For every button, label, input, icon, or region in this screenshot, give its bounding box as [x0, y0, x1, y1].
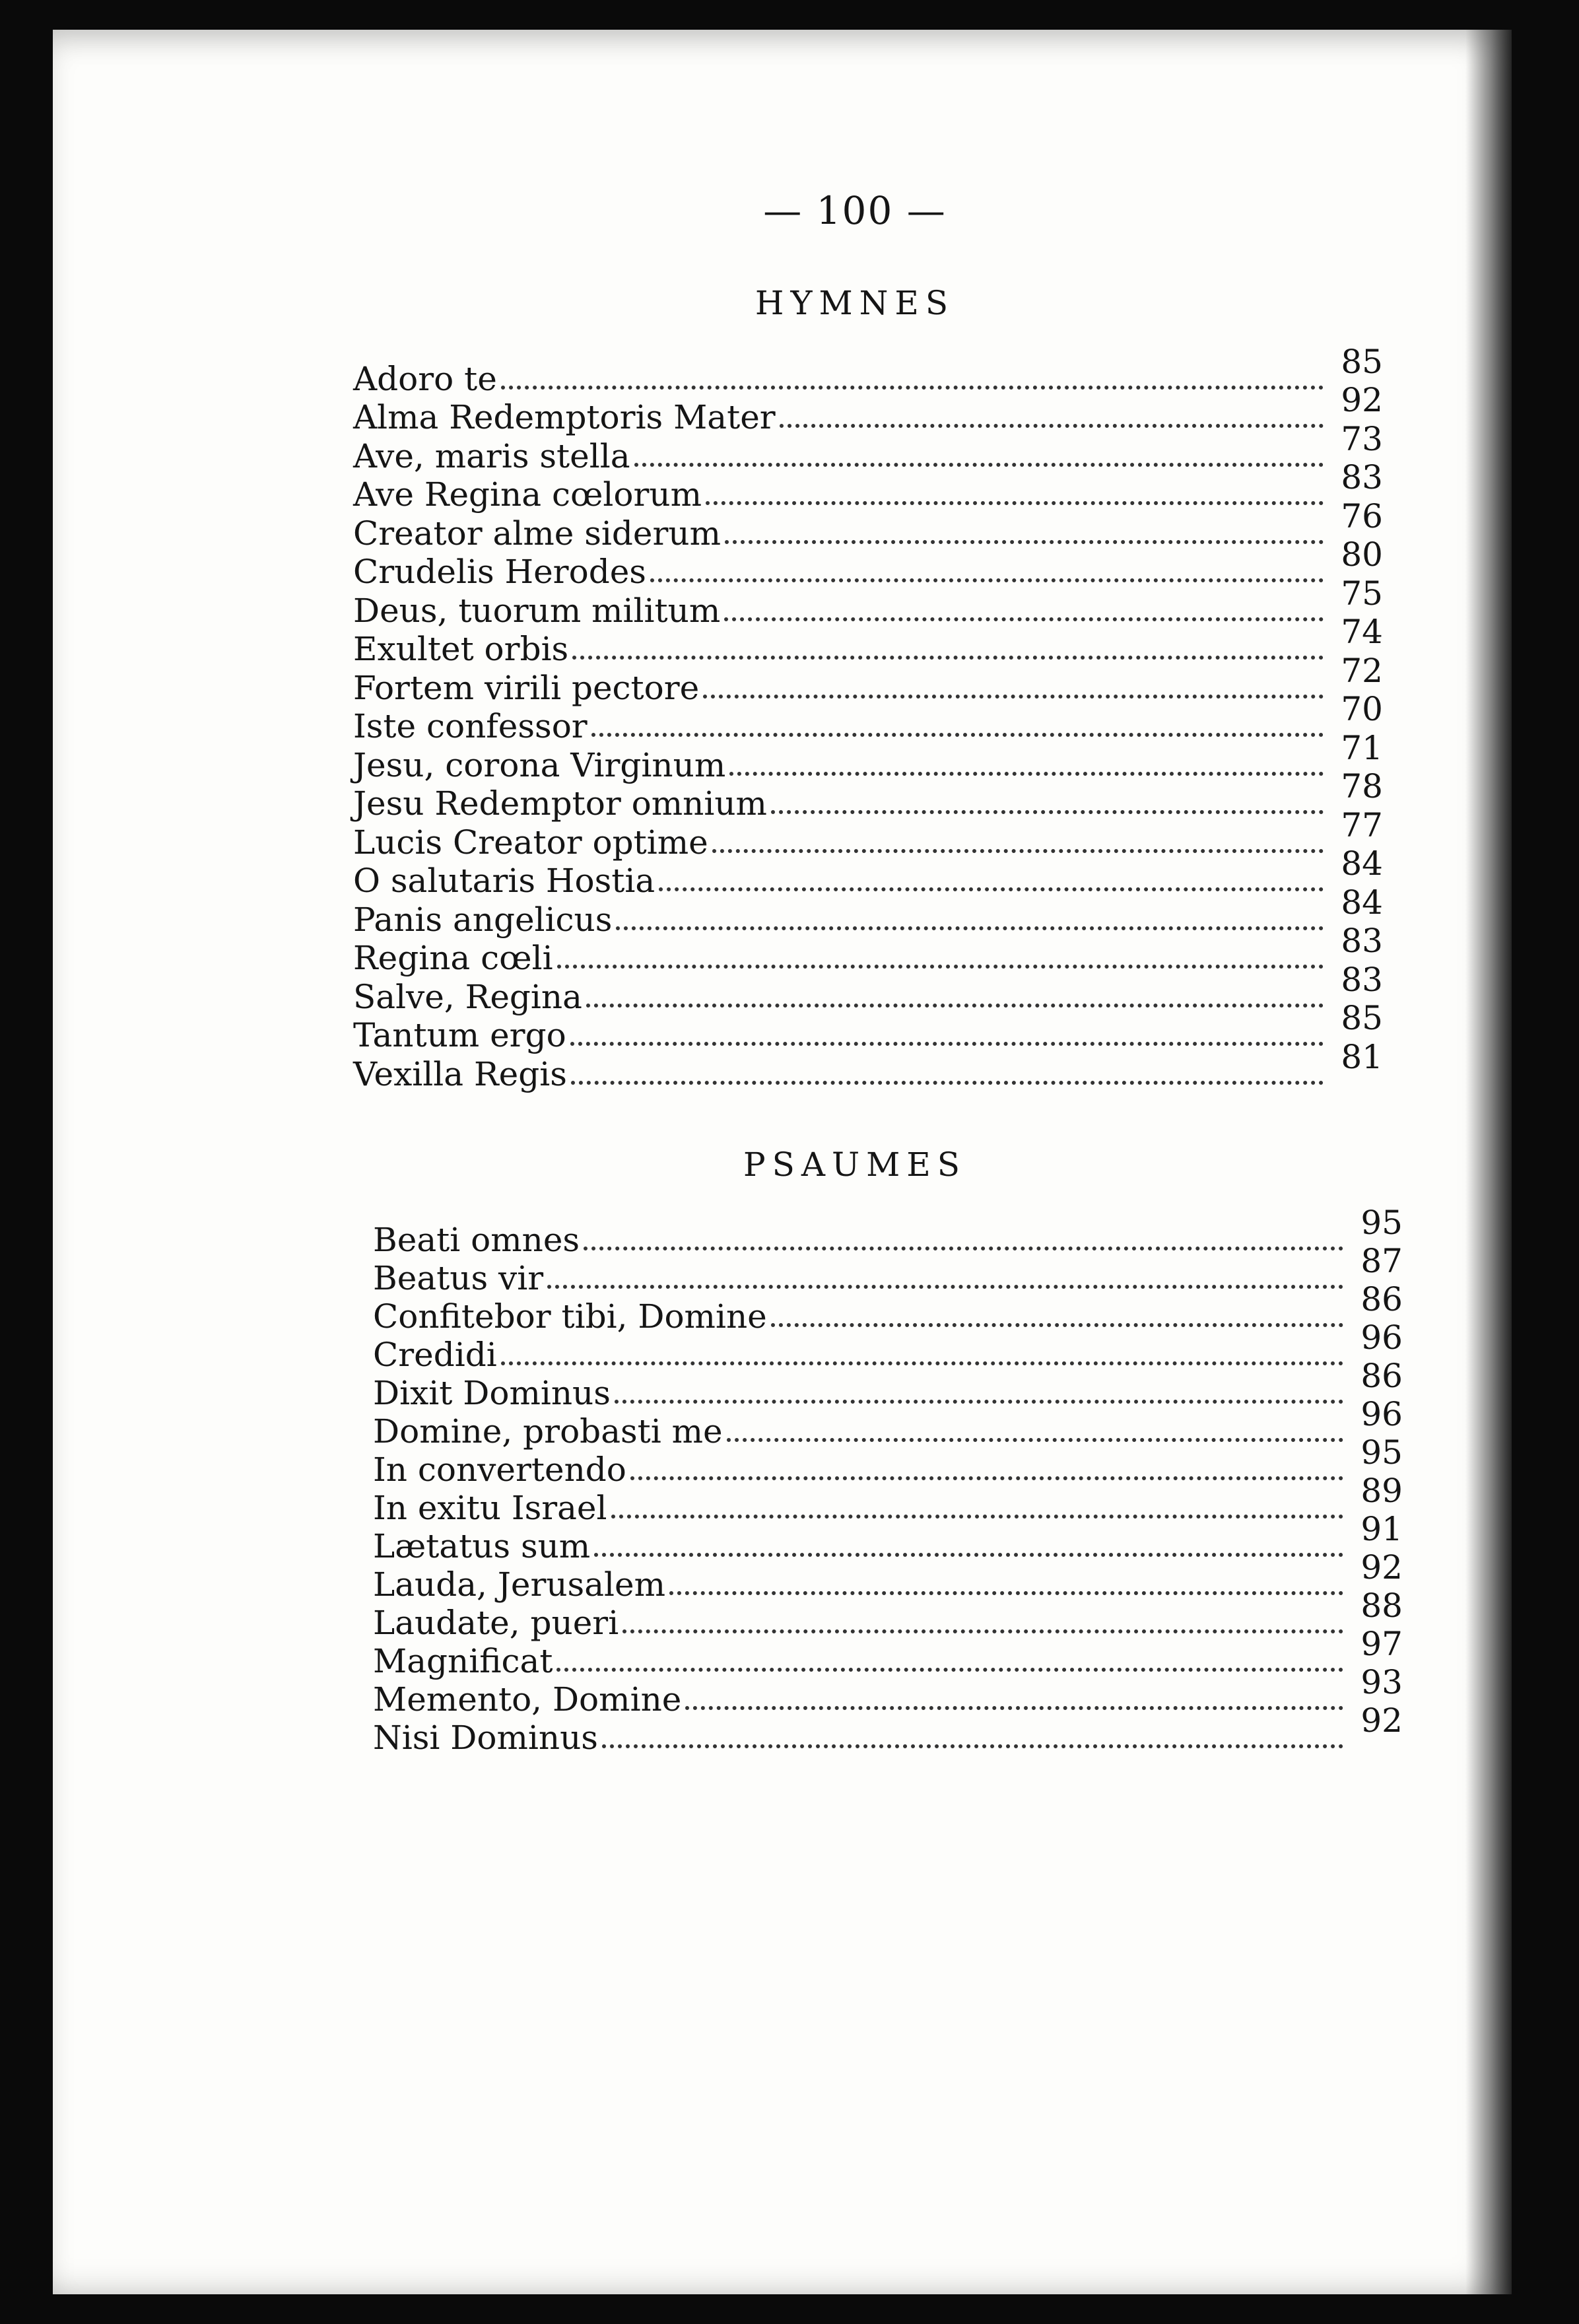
psaumes-index-list	[373, 1204, 1403, 1757]
index-entry	[353, 574, 1383, 630]
entry-title: Jesu, corona Virginum	[353, 745, 726, 784]
dot-leader	[729, 772, 1324, 776]
index-entry	[373, 1548, 1403, 1604]
entry-page-number: 81	[1341, 1037, 1383, 1076]
entry-title: Lauda, Jerusalem	[373, 1565, 666, 1604]
entry-page-number: 87	[1361, 1242, 1403, 1280]
entry-page-number: 92	[1341, 381, 1383, 419]
index-entry	[373, 1242, 1403, 1297]
dot-leader	[570, 1042, 1324, 1046]
dot-leader	[659, 887, 1324, 891]
index-entry	[353, 342, 1383, 398]
index-entry	[353, 690, 1383, 745]
entry-title: Beati omnes	[373, 1221, 580, 1259]
entry-page-number: 72	[1341, 651, 1383, 690]
dot-leader	[727, 1438, 1343, 1442]
entry-title: Ave, maris stella	[353, 436, 630, 475]
entry-title: Crudelis Herodes	[353, 553, 646, 591]
dot-leader	[724, 617, 1324, 621]
dot-leader	[556, 1668, 1343, 1672]
entry-title: Credidi	[373, 1336, 497, 1374]
index-entry	[353, 883, 1383, 939]
dot-leader	[780, 424, 1324, 428]
entry-page-number: 80	[1341, 535, 1383, 574]
entry-title: Vexilla Regis	[353, 1054, 567, 1093]
entry-title: Ave Regina cœlorum	[353, 475, 702, 514]
entry-title: Domine, probasti me	[373, 1412, 723, 1451]
hymnes-index-list	[353, 342, 1383, 1093]
dot-leader	[706, 501, 1324, 505]
dot-leader	[501, 386, 1324, 390]
entry-title: Fortem virili pectore	[353, 668, 700, 707]
index-entry	[373, 1510, 1403, 1565]
index-entry	[373, 1663, 1403, 1719]
entry-title: Tantum ergo	[353, 1016, 566, 1054]
page-number: — 100 —	[763, 188, 947, 233]
dot-leader	[602, 1744, 1343, 1748]
dot-leader	[634, 463, 1324, 467]
entry-page-number: 86	[1361, 1280, 1403, 1318]
entry-title: Regina cœli	[353, 939, 553, 977]
index-entry	[353, 458, 1383, 514]
index-entry	[373, 1318, 1403, 1374]
entry-title: Deus, tuorum militum	[353, 591, 721, 630]
index-entry	[353, 419, 1383, 475]
index-entry	[353, 805, 1383, 862]
entry-page-number: 83	[1341, 922, 1383, 960]
dot-leader	[557, 965, 1324, 969]
entry-page-number: 71	[1341, 728, 1383, 767]
entry-page-number: 88	[1361, 1587, 1403, 1625]
entry-page-number: 91	[1361, 1510, 1403, 1548]
dot-leader	[586, 1004, 1324, 1008]
entry-page-number: 83	[1341, 960, 1383, 999]
entry-page-number: 92	[1361, 1548, 1403, 1587]
dot-leader	[572, 656, 1324, 660]
entry-page-number: 85	[1341, 342, 1383, 381]
index-entry	[373, 1587, 1403, 1642]
entry-title: Panis angelicus	[353, 900, 613, 939]
dot-leader	[547, 1285, 1343, 1289]
index-entry	[373, 1701, 1403, 1757]
index-entry	[353, 767, 1383, 823]
entry-page-number: 93	[1361, 1663, 1403, 1701]
entry-title: Lætatus sum	[373, 1527, 591, 1565]
entry-title: O salutaris Hostia	[353, 862, 655, 900]
index-entry	[373, 1472, 1403, 1527]
dot-leader	[571, 1081, 1324, 1085]
index-entry	[353, 535, 1383, 591]
index-entry	[373, 1204, 1403, 1259]
entry-page-number: 74	[1341, 613, 1383, 651]
entry-title: Iste confessor	[353, 707, 588, 745]
index-entry	[353, 960, 1383, 1016]
entry-title: Salve, Regina	[353, 977, 582, 1016]
dot-leader	[615, 1400, 1343, 1404]
entry-page-number: 97	[1361, 1625, 1403, 1663]
dot-leader	[703, 695, 1324, 699]
dot-leader	[622, 1629, 1343, 1633]
dot-leader	[771, 810, 1324, 814]
entry-page-number: 75	[1341, 574, 1383, 613]
entry-page-number: 96	[1361, 1318, 1403, 1357]
entry-page-number: 84	[1341, 844, 1383, 883]
entry-title: Memento, Domine	[373, 1680, 682, 1719]
index-entry	[373, 1357, 1403, 1412]
entry-title: Confitebor tibi, Domine	[373, 1297, 767, 1336]
entry-page-number: 73	[1341, 419, 1383, 458]
index-entry	[353, 999, 1383, 1054]
dot-leader	[725, 540, 1324, 544]
dot-leader	[669, 1591, 1343, 1595]
entry-page-number: 83	[1341, 458, 1383, 496]
dot-leader	[616, 926, 1324, 930]
entry-page-number: 85	[1341, 999, 1383, 1037]
dot-leader	[630, 1476, 1343, 1480]
entry-page-number: 95	[1361, 1204, 1403, 1242]
entry-page-number: 84	[1341, 883, 1383, 922]
index-entry	[353, 922, 1383, 977]
section-title-psaumes: PSAUMES	[743, 1145, 967, 1184]
entry-page-number: 70	[1341, 690, 1383, 728]
entry-title: Creator alme siderum	[353, 514, 722, 553]
index-entry	[353, 728, 1383, 784]
index-entry	[353, 381, 1383, 436]
dot-leader	[591, 733, 1324, 737]
entry-page-number: 92	[1361, 1701, 1403, 1740]
entry-title: In convertendo	[373, 1451, 626, 1489]
entry-page-number: 95	[1361, 1433, 1403, 1472]
entry-page-number: 76	[1341, 496, 1383, 535]
dot-leader	[594, 1553, 1343, 1557]
index-entry	[373, 1280, 1403, 1336]
entry-title: Laudate, pueri	[373, 1604, 619, 1642]
entry-page-number: 96	[1361, 1395, 1403, 1433]
entry-page-number: 77	[1341, 805, 1383, 844]
dot-leader	[650, 578, 1324, 582]
entry-title: Dixit Dominus	[373, 1374, 611, 1412]
entry-title: In exitu Israel	[373, 1489, 607, 1527]
dot-leader	[611, 1515, 1343, 1519]
index-entry	[353, 613, 1383, 668]
entry-page-number: 89	[1361, 1472, 1403, 1510]
entry-title: Magnificat	[373, 1642, 553, 1680]
index-entry	[373, 1433, 1403, 1489]
index-entry	[353, 651, 1383, 707]
index-entry	[373, 1625, 1403, 1680]
entry-title: Beatus vir	[373, 1259, 544, 1297]
entry-title: Jesu Redemptor omnium	[353, 784, 767, 823]
dot-leader	[501, 1361, 1343, 1365]
section-title-hymnes: HYMNES	[755, 284, 955, 322]
entry-page-number: 78	[1341, 767, 1383, 805]
dot-leader	[712, 849, 1324, 853]
index-entry	[373, 1395, 1403, 1451]
entry-title: Lucis Creator optime	[353, 823, 708, 862]
dot-leader	[685, 1706, 1343, 1710]
index-entry	[353, 496, 1383, 553]
index-entry	[353, 1037, 1383, 1093]
index-entry	[353, 844, 1383, 900]
dot-leader	[771, 1323, 1343, 1327]
entry-title: Adoro te	[353, 359, 497, 398]
entry-title: Alma Redemptoris Mater	[353, 398, 776, 436]
dot-leader	[584, 1247, 1343, 1250]
entry-page-number: 86	[1361, 1357, 1403, 1395]
entry-title: Nisi Dominus	[373, 1719, 598, 1757]
entry-title: Exultet orbis	[353, 630, 569, 668]
